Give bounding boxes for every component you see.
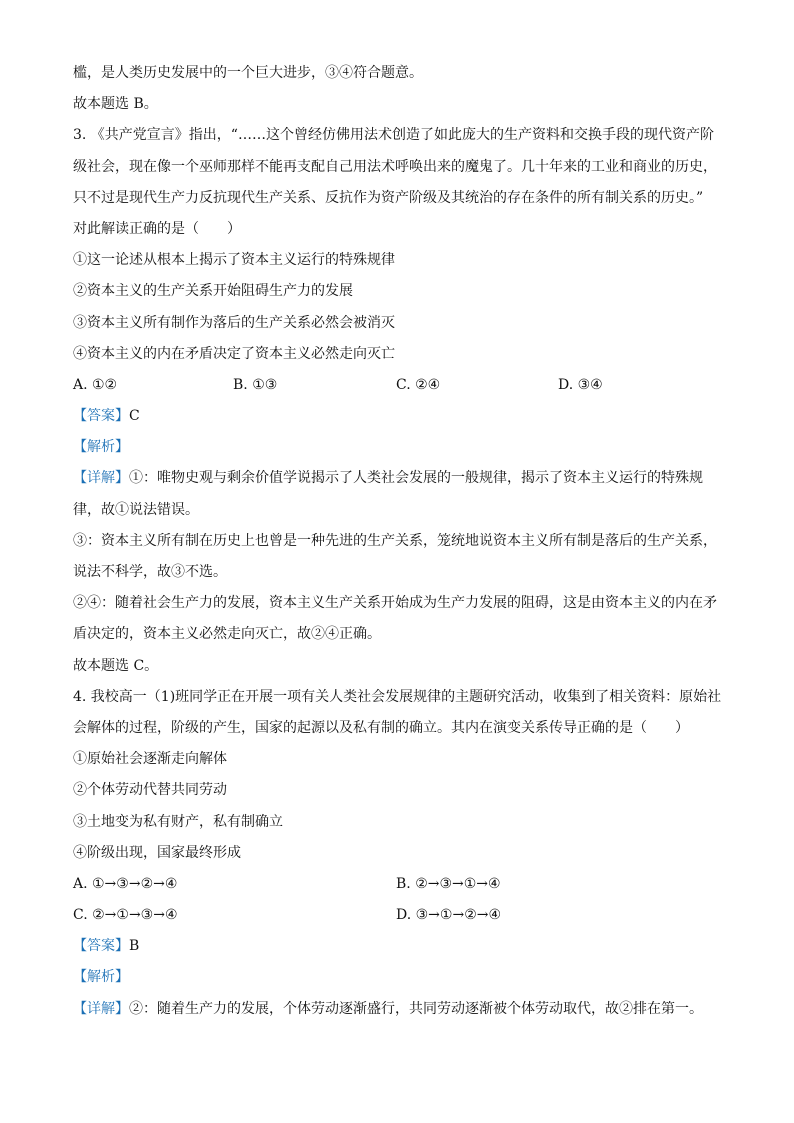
option-c: C. ②→①→③→④ bbox=[73, 907, 178, 924]
detail-tag: 【详解】 bbox=[73, 470, 129, 487]
detail-line: ②④：随着社会生产力的发展，资本主义生产关系开始成为生产力发展的阻碍，这是由资本主义的内在矛 bbox=[73, 595, 717, 612]
analysis-tag: 【解析】 bbox=[73, 969, 129, 986]
option-a: A. ①→③→②→④ bbox=[73, 875, 178, 892]
question-4-statement: ①原始社会逐渐走向解体 bbox=[73, 751, 227, 768]
answer-tag: 【答案】 bbox=[73, 938, 129, 955]
conclusion-line: 故本题选 B。 bbox=[73, 96, 158, 113]
question-3-stem: 3. 《共产党宣言》指出，“……这个曾经仿佛用法术创造了如此庞大的生产资料和交换手段的现代资产阶 bbox=[73, 127, 714, 144]
question-4-options-row-2 bbox=[73, 900, 723, 931]
option-b: B. ①③ bbox=[233, 376, 278, 393]
question-4-stem: 会解体的过程，阶级的产生，国家的起源以及私有制的确立。其内在演变关系传导正确的是（ ） bbox=[73, 719, 689, 736]
question-4-stem: 4. 我校高一（1)班同学正在开展一项有关人类社会发展规律的主题研究活动，收集到了相关资料：原始社 bbox=[73, 688, 722, 705]
answer-tag: 【答案】 bbox=[73, 408, 129, 425]
detail-text: ①：唯物史观与剩余价值学说揭示了人类社会发展的一般规律，揭示了资本主义运行的特殊规 bbox=[129, 470, 703, 487]
analysis-tag: 【解析】 bbox=[73, 439, 129, 456]
question-3-prompt: 对此解读正确的是（ ） bbox=[73, 220, 241, 237]
detail-tag: 【详解】 bbox=[73, 1000, 129, 1017]
option-d: D. ③④ bbox=[558, 376, 603, 393]
detail-text: ②：随着生产力的发展，个体劳动逐渐盛行，共同劳动逐渐被个体劳动取代，故②排在第一。 bbox=[129, 1000, 703, 1017]
conclusion-line: 故本题选 C。 bbox=[73, 657, 159, 674]
question-4-statement: ③土地变为私有财产，私有制确立 bbox=[73, 813, 283, 830]
question-3-statement: ②资本主义的生产关系开始阻碍生产力的发展 bbox=[73, 283, 353, 300]
text-line: 槛，是人类历史发展中的一个巨大进步，③④符合题意。 bbox=[73, 65, 423, 81]
option-c: C. ②④ bbox=[396, 376, 441, 393]
detail-line: 说法不科学，故③不选。 bbox=[73, 564, 227, 580]
question-3-statement: ①这一论述从根本上揭示了资本主义运行的特殊规律 bbox=[73, 252, 395, 269]
question-3-stem: 级社会，现在像一个巫师那样不能再支配自己用法术呼唤出来的魔鬼了。几十年来的工业和商业的历史， bbox=[73, 158, 717, 175]
option-b: B. ②→③→①→④ bbox=[396, 875, 501, 892]
question-3-answer bbox=[73, 401, 723, 432]
question-3-stem: 只不过是现代生产力反抗现代生产关系、反抗作为资产阶级及其统治的存在条件的所有制关系的历史。” bbox=[73, 189, 704, 206]
question-3-options bbox=[73, 370, 723, 401]
question-3-statement: ④资本主义的内在矛盾决定了资本主义必然走向灭亡 bbox=[73, 345, 395, 362]
answer-value: B bbox=[129, 938, 140, 955]
question-3-statement: ③资本主义所有制作为落后的生产关系必然会被消灭 bbox=[73, 314, 395, 331]
detail-line: ③：资本主义所有制在历史上也曾是一种先进的生产关系，笼统地说资本主义所有制是落后的生产关系， bbox=[73, 532, 717, 549]
question-4-statement: ④阶级出现，国家最终形成 bbox=[73, 844, 241, 861]
detail-line: 律，故①说法错误。 bbox=[73, 501, 199, 518]
option-a: A. ①② bbox=[73, 376, 118, 393]
question-4-answer bbox=[73, 931, 723, 962]
question-4-statement: ②个体劳动代替共同劳动 bbox=[73, 782, 227, 799]
question-4-options-row-1 bbox=[73, 869, 723, 900]
document-page bbox=[73, 58, 723, 1025]
answer-value: C bbox=[129, 408, 140, 425]
detail-line: 盾决定的，资本主义必然走向灭亡，故②④正确。 bbox=[73, 626, 381, 643]
detail-line bbox=[73, 994, 723, 1025]
option-d: D. ③→①→②→④ bbox=[396, 907, 502, 924]
detail-line bbox=[73, 463, 723, 494]
